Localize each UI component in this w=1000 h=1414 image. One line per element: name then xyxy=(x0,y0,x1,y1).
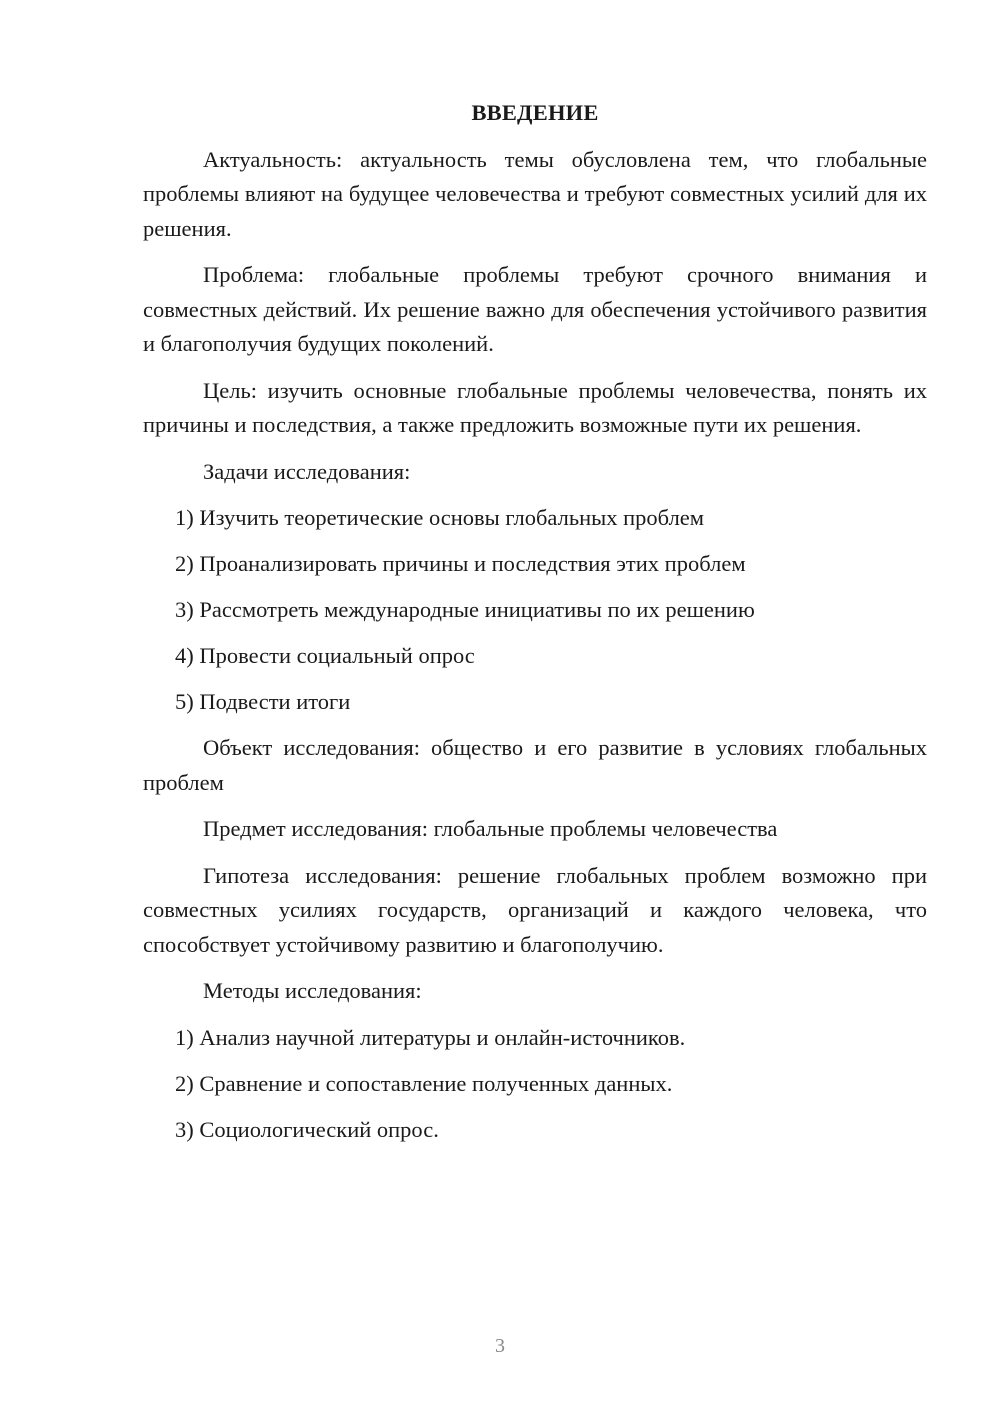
list-item: 1) Изучить теоретические основы глобальных проблем xyxy=(175,505,705,530)
paragraph-subject: Предмет исследования: глобальные проблемы человечества xyxy=(203,816,778,841)
list-item: 2) Сравнение и сопоставление полученных данных. xyxy=(175,1070,673,1096)
paragraph-goal: Цель: изучить основные глобальные проблемы человечества, понять их причины и последствия, а также предложить возможные пути их решения. xyxy=(143,377,927,437)
paragraph-relevance: Актуальность: актуальность темы обусловлена тем, что глобальные проблемы влияют на будущее человечества и требуют совместных усилий для их решения. xyxy=(143,146,927,241)
paragraph-object: Объект исследования: общество и его развитие в условиях глобальных проблем xyxy=(143,735,927,795)
list-item: 4) Провести социальный опрос xyxy=(175,643,475,668)
methods-list xyxy=(143,1021,927,1148)
list-item: 2) Проанализировать причины и последствия этих проблем xyxy=(175,551,746,576)
list-item: 3) Социологический опрос. xyxy=(175,1116,439,1142)
paragraph-problem: Проблема: глобальные проблемы требуют срочного внимания и совместных действий. Их решение важно для обеспечения устойчивого развития и благополучия будущих поколений. xyxy=(143,262,927,356)
methods-heading: Методы исследования: xyxy=(203,978,422,1003)
page-title: ВВЕДЕНИЕ xyxy=(471,100,599,125)
list-item: 5) Подвести итоги xyxy=(175,689,351,714)
tasks-heading: Задачи исследования: xyxy=(203,458,411,484)
list-item: 1) Анализ научной литературы и онлайн-источников. xyxy=(175,1024,686,1050)
list-item: 3) Рассмотреть международные инициативы по их решению xyxy=(175,597,755,622)
page-content xyxy=(143,96,927,1159)
page-number: 3 xyxy=(495,1335,505,1357)
tasks-list xyxy=(143,501,927,720)
paragraph-hypothesis: Гипотеза исследования: решение глобальных проблем возможно при совместных усилиях государств, организаций и каждого человека, что способствует устойчивому развитию и благополучию. xyxy=(143,862,927,957)
